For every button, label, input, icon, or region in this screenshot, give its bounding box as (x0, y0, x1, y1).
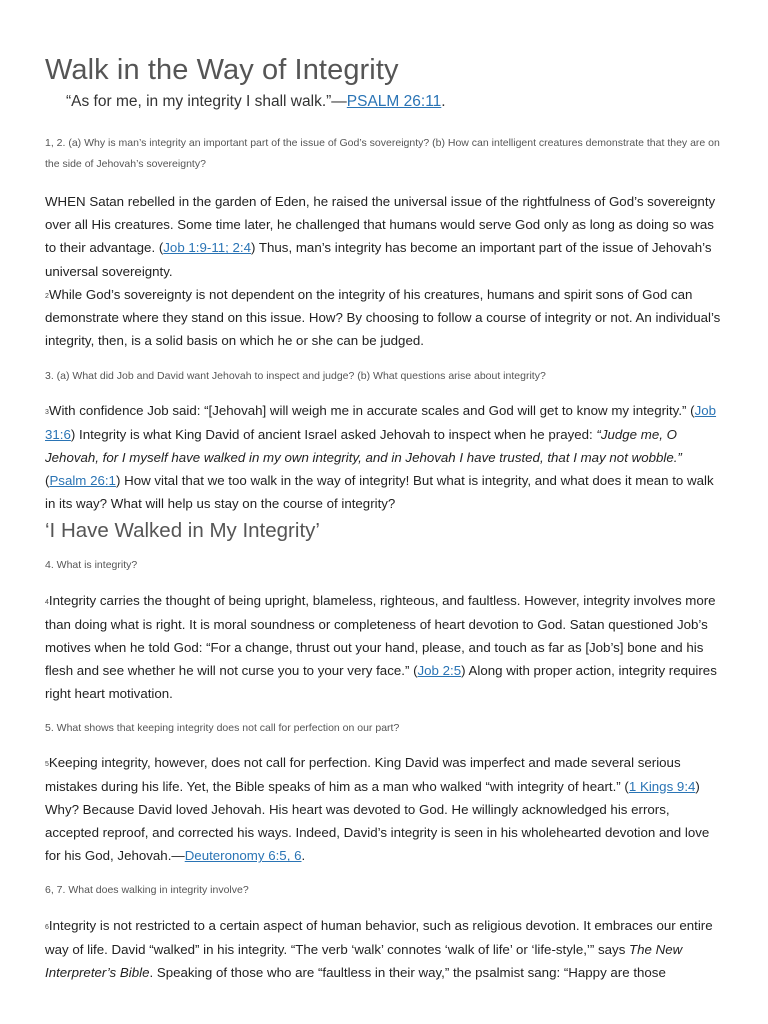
scripture-link-1-kings-9-4[interactable]: 1 Kings 9:4 (628, 778, 696, 794)
paragraph-6 (45, 914, 724, 984)
study-question-4: 4. What is integrity? (45, 559, 138, 572)
paragraph-number: 3 (45, 409, 49, 417)
paragraph-4 (45, 589, 724, 705)
paragraph-4-text-b: ) Along with proper action, integrity requires right heart motivation. (45, 663, 717, 702)
paragraph-1 (45, 190, 724, 283)
paragraph-5 (45, 751, 724, 867)
study-question-3: 3. (a) What did Job and David want Jehovah to inspect and judge? (b) What questions arise about integrity? (45, 370, 546, 383)
paragraph-number: 2 (45, 292, 49, 300)
scripture-link-job-1-9[interactable]: Job 1:9-11; 2:4 (163, 240, 252, 256)
paragraph-5-text-c: . (301, 848, 306, 864)
paragraph-4-text-a: Integrity carries the thought of being upright, blameless, righteous, and faultless. However, integrity involves more than doing what is right. It is moral soundness or completeness of heart devotion to God. Satan questioned Job’s motives when he told God: “For a change, thrust out your hand, please, and touch as far as [Job’s] bone and his flesh and see whether he will not curse you to your very face.” ( (45, 593, 716, 679)
paragraph-3-text-d: ) How vital that we too walk in the way of integrity! But what is integrity, and what does it mean to walk in its way? What will help us stay on the course of integrity? (45, 473, 714, 512)
theme-text: “As for me, in my integrity I shall walk.”— (66, 93, 347, 110)
paragraph-3-text-a: With confidence Job said: “[Jehovah] will weigh me in accurate scales and God will get to know my integrity.” ( (48, 403, 695, 419)
paragraph-number: 6 (45, 924, 49, 932)
paragraph-6-text-a: Integrity is not restricted to a certain aspect of human behavior, such as religious devotion. It embraces our entire way of life. David “walked” in his integrity. “The verb ‘walk’ connotes ‘walk of life’ or ‘life-style,’” says (45, 918, 713, 957)
paragraph-6-text-b: . Speaking of those who are “faultless in their way,” the psalmist sang: “Happy are those (149, 964, 666, 980)
paragraph-1-text-b: ) Thus, man’s integrity has become an important part of the issue of Jehovah’s universal sovereignty. (45, 240, 712, 279)
paragraph-number: 4 (45, 599, 49, 607)
study-question-6-7: 6, 7. What does walking in integrity involve? (45, 884, 249, 897)
theme-end: . (441, 93, 446, 110)
page-title: Walk in the Way of Integrity (45, 54, 399, 86)
theme-scripture-link[interactable]: PSALM 26:11 (346, 93, 442, 110)
study-question-1-2: 1, 2. (a) Why is man’s integrity an important part of the issue of God’s sovereignty? (b) How can intelligent creatures demonstrate that they are on the side of Jehovah’s sovereignty? (45, 137, 720, 170)
paragraph-2 (45, 283, 724, 353)
theme-scripture (66, 90, 724, 114)
scripture-link-job-31-6[interactable]: Job 31:6 (45, 403, 717, 442)
paragraph-5-text-a: Keeping integrity, however, does not call for perfection. King David was imperfect and made several serious mistakes during his life. Yet, the Bible speaks of him as a man who walked “with integrity of heart.” ( (45, 755, 681, 794)
paragraph-3-text-c: ( (45, 473, 50, 489)
scripture-link-job-2-5[interactable]: Job 2:5 (417, 663, 462, 679)
scripture-link-psalm-26-1[interactable]: Psalm 26:1 (49, 473, 116, 489)
paragraph-5-text-b: ) Why? Because David loved Jehovah. His heart was devoted to God. He willingly acknowledged his errors, accepted reproof, and corrected his ways. Indeed, David’s integrity is seen in his wholehearted devotion and love for his God, Jehovah.— (45, 778, 710, 864)
scripture-link-deuteronomy-6-5[interactable]: Deuteronomy 6:5, 6 (184, 848, 302, 864)
study-question-5: 5. What shows that keeping integrity does not call for perfection on our part? (45, 722, 400, 735)
book-title: The New Interpreter’s Bible (45, 941, 683, 980)
paragraph-3-quote: “Judge me, O Jehovah, for I myself have walked in my own integrity, and in Jehovah I have trusted, that I may not wobble.” (45, 426, 682, 465)
paragraph-number: 5 (45, 761, 49, 769)
subheading: ‘I Have Walked in My Integrity’ (45, 519, 320, 543)
paragraph-3-text-b: ) Integrity is what King David of ancient Israel asked Jehovah to inspect when he prayed: (70, 426, 597, 442)
paragraph-3 (45, 399, 724, 515)
paragraph-2-text: While God’s sovereignty is not dependent on the integrity of his creatures, humans and spirit sons of God can demonstrate where they stand on this issue. How? By choosing to follow a course of integrity or not. An individual’s integrity, then, is a solid basis on which he or she can be judged. (45, 286, 721, 349)
paragraph-1-text-a: WHEN Satan rebelled in the garden of Eden, he raised the universal issue of the rightfulness of God’s sovereignty over all His creatures. Some time later, he challenged that humans would serve God only as long as doing so was to their advantage. ( (45, 194, 716, 256)
